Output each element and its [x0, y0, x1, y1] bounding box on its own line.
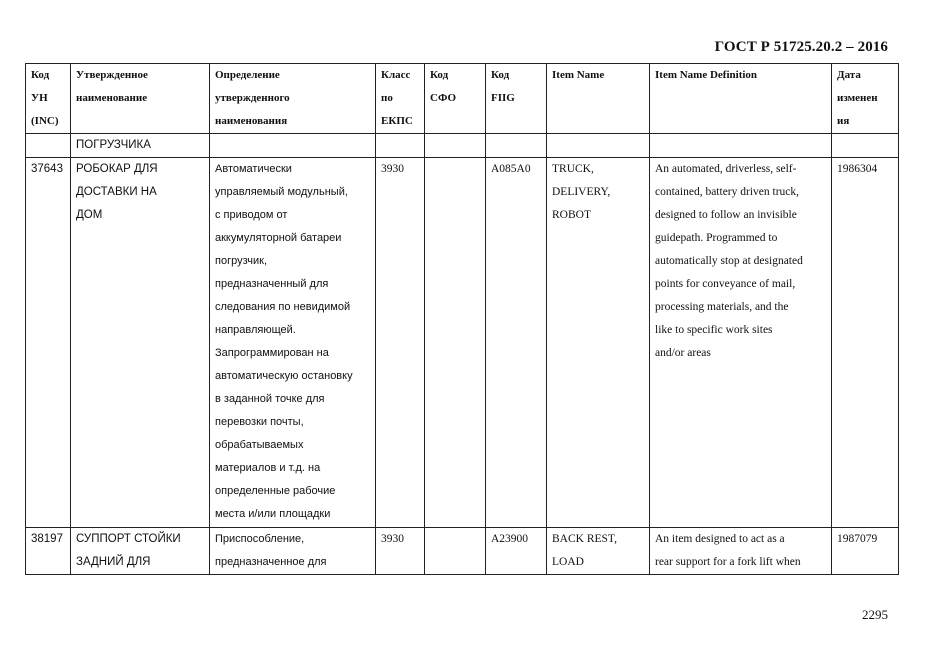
table-row	[26, 158, 899, 528]
cell-item-name: TRUCK, DELIVERY, ROBOT	[547, 158, 650, 528]
cell-inc: 38197	[26, 528, 71, 575]
cell-approved-name: ПОГРУЗЧИКА	[71, 134, 210, 158]
table-row	[26, 134, 899, 158]
col-header-sfo: Код СФО	[425, 64, 486, 134]
cell-definition	[210, 134, 376, 158]
cell-fiig: A23900	[486, 528, 547, 575]
col-header-inc: Код УН (INC)	[26, 64, 71, 134]
document-standard-title: ГОСТ Р 51725.20.2 – 2016	[714, 39, 888, 55]
col-header-date: Дата изменен ия	[832, 64, 899, 134]
cell-class	[376, 134, 425, 158]
cell-date: 1986304	[832, 158, 899, 528]
cell-definition: Приспособление, предназначенное для	[210, 528, 376, 575]
col-header-item-name: Item Name	[547, 64, 650, 134]
col-header-definition: Определение утвержденного наименования	[210, 64, 376, 134]
col-header-approved-name: Утвержденное наименование	[71, 64, 210, 134]
cell-class: 3930	[376, 158, 425, 528]
cell-date: 1987079	[832, 528, 899, 575]
page-number: 2295	[862, 607, 888, 622]
cell-item-definition	[650, 134, 832, 158]
cell-approved-name: РОБОКАР ДЛЯ ДОСТАВКИ НА ДОМ	[71, 158, 210, 528]
cell-class: 3930	[376, 528, 425, 575]
table-header-row	[26, 64, 899, 134]
cell-sfo	[425, 134, 486, 158]
cell-sfo	[425, 158, 486, 528]
cell-approved-name: СУППОРТ СТОЙКИ ЗАДНИЙ ДЛЯ	[71, 528, 210, 575]
col-header-item-definition: Item Name Definition	[650, 64, 832, 134]
col-header-class: Класс по ЕКПС	[376, 64, 425, 134]
cell-definition: Автоматически управляемый модульный, с приводом от аккумуляторной батареи погрузчик, предназначенный для следования по невидимой направляющей. Запрограммирован на автоматическую остановку в заданной точке для перевозки почты, обрабатываемых материалов и т.д. на определенные рабочие места и/или площадки	[210, 158, 376, 528]
cell-item-name: BACK REST, LOAD	[547, 528, 650, 575]
table-row	[26, 528, 899, 575]
cell-fiig: A085A0	[486, 158, 547, 528]
cell-fiig	[486, 134, 547, 158]
cell-inc	[26, 134, 71, 158]
catalog-table	[25, 63, 899, 575]
cell-item-definition: An automated, driverless, self- contained, battery driven truck, designed to follow an invisible guidepath. Programmed to automatically stop at designated points for conveyance of mail, processing materials, and the like to specific work sites and/or areas	[650, 158, 832, 528]
cell-date	[832, 134, 899, 158]
col-header-fiig: Код FIIG	[486, 64, 547, 134]
cell-sfo	[425, 528, 486, 575]
cell-item-name	[547, 134, 650, 158]
cell-item-definition: An item designed to act as a rear support for a fork lift when	[650, 528, 832, 575]
cell-inc: 37643	[26, 158, 71, 528]
